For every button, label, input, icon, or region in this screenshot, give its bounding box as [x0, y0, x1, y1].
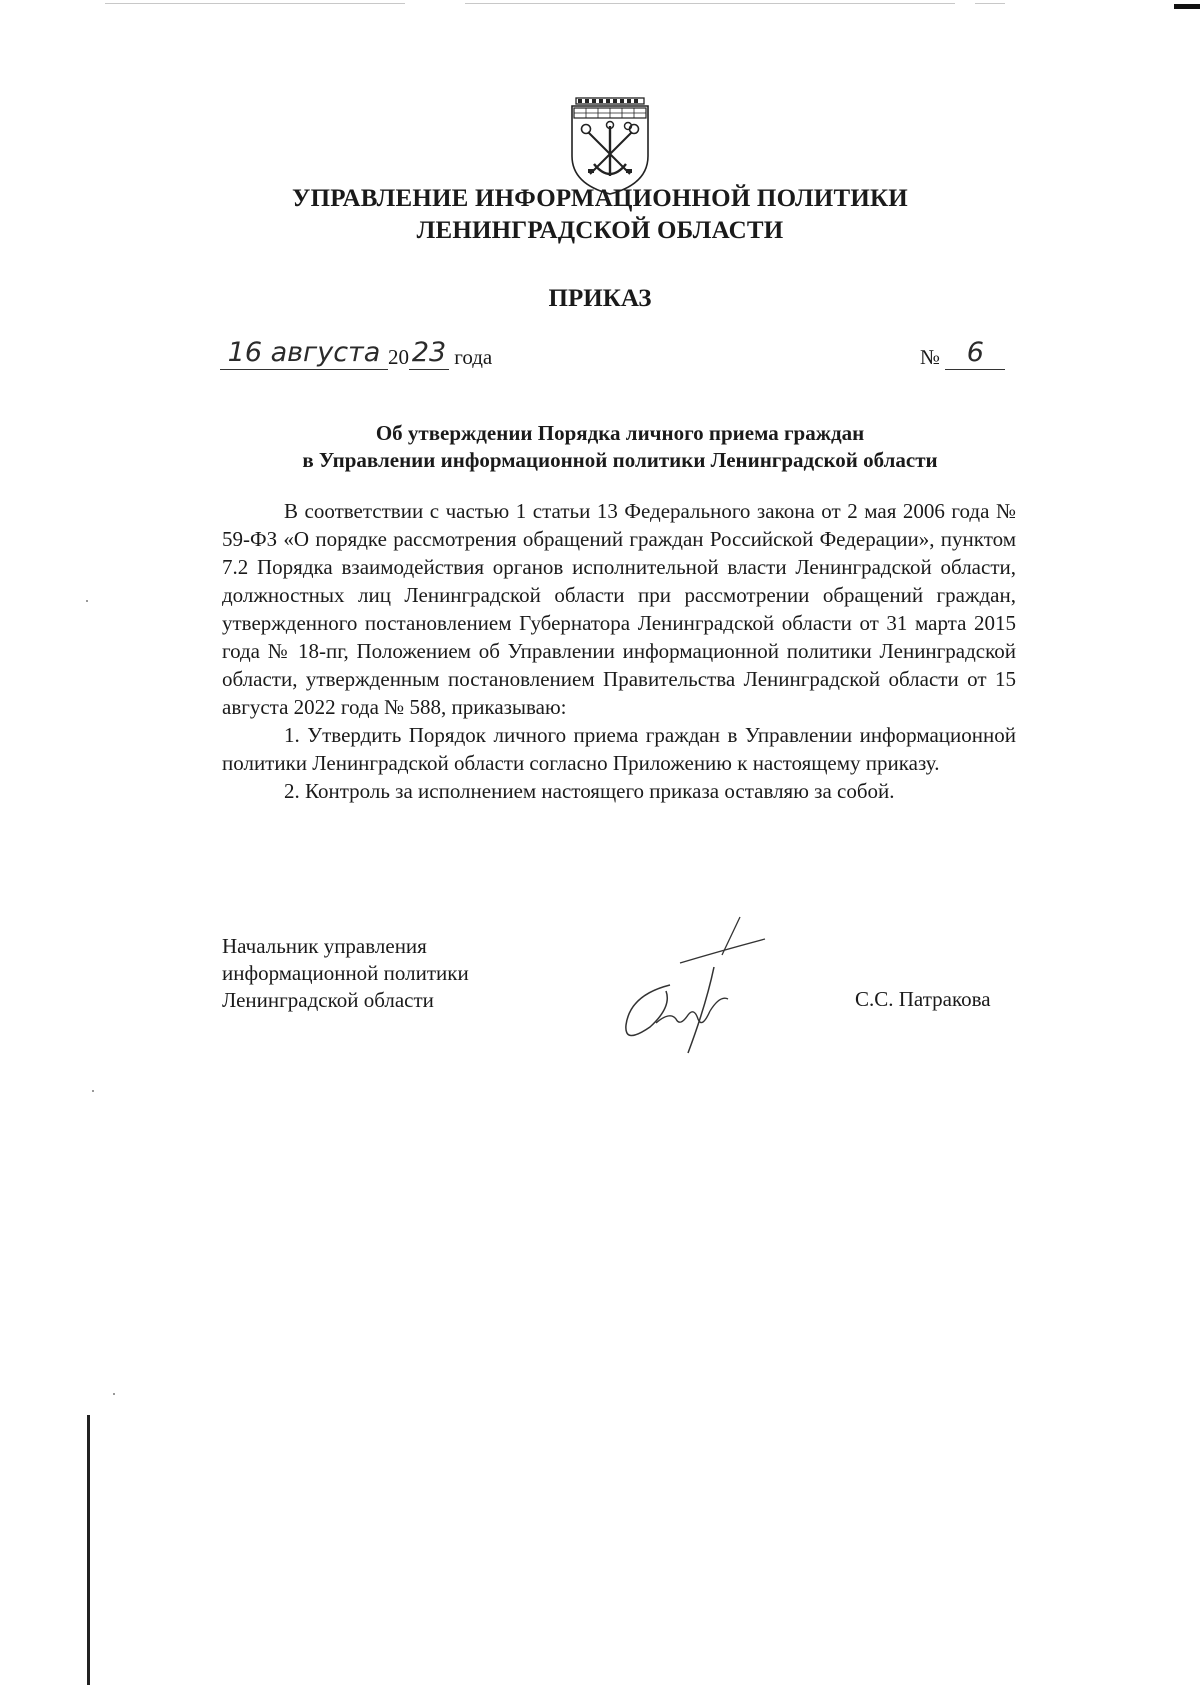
signer-position-line: Начальник управления — [222, 934, 427, 958]
signer-position-line: Ленинградской области — [222, 988, 434, 1012]
signer-name: С.С. Патракова — [855, 987, 991, 1011]
signer-position — [222, 933, 469, 1014]
body-paragraph: 2. Контроль за исполнением настоящего приказа оставляю за собой. — [284, 779, 895, 803]
body-paragraph: В соответствии с частью 1 статьи 13 Федерального закона от 2 мая 2006 года № 59-ФЗ «О порядке рассмотрения обращений граждан Российской Федерации», пунктом 7.2 Порядка взаимодействия органов исполнительной власти Ленинградской области, должностных лиц Ленинградской области при рассмотрении обращений граждан, утвержденного постановлением Губернатора Ленинградской области от 31 марта 2015 года № 18-пг, Положением об Управлении информационной политики Ленинградской области, утвержденным постановлением Правительства Ленинградской области от 15 августа 2022 года № 588, приказываю: — [222, 499, 1016, 719]
body-paragraph: 1. Утвердить Порядок личного приема граждан в Управлении информационной политики Ленинградской области согласно Приложению к настоящему приказу. — [222, 723, 1016, 775]
scan-artifact-line — [465, 3, 955, 4]
order-number — [920, 338, 1005, 370]
order-body — [222, 497, 1016, 805]
order-date — [220, 338, 492, 372]
date-day-month: 16 августа — [227, 337, 381, 368]
scan-artifact-bar — [87, 1415, 90, 1685]
scan-artifact-dot — [92, 1090, 94, 1092]
organization-name-line2: ЛЕНИНГРАДСКОЙ ОБЛАСТИ — [416, 217, 784, 244]
scan-artifact-mark — [1174, 4, 1200, 9]
date-year-prefix: 20 — [388, 345, 409, 369]
subject-line2: в Управлении информационной политики Ленинградской области — [302, 448, 938, 472]
scan-artifact-dot — [113, 1393, 115, 1395]
scan-artifact-dot — [86, 600, 88, 602]
subject-line1: Об утверждении Порядка личного приема граждан — [375, 421, 865, 445]
scan-artifact-line — [105, 3, 405, 4]
document-type-title: ПРИКАЗ — [548, 285, 652, 312]
leningrad-oblast-coat-of-arms-icon — [568, 96, 652, 196]
number-label: № — [920, 345, 941, 369]
number-value: 6 — [966, 337, 984, 368]
signer-position-line: информационной политики — [222, 961, 469, 985]
organization-name-line1: УПРАВЛЕНИЕ ИНФОРМАЦИОННОЙ ПОЛИТИКИ — [292, 185, 908, 212]
scan-artifact-line — [975, 3, 1005, 4]
date-year-suffix: 23 — [411, 337, 447, 368]
date-year-word: года — [454, 345, 493, 369]
handwritten-signature-icon — [610, 915, 790, 1055]
